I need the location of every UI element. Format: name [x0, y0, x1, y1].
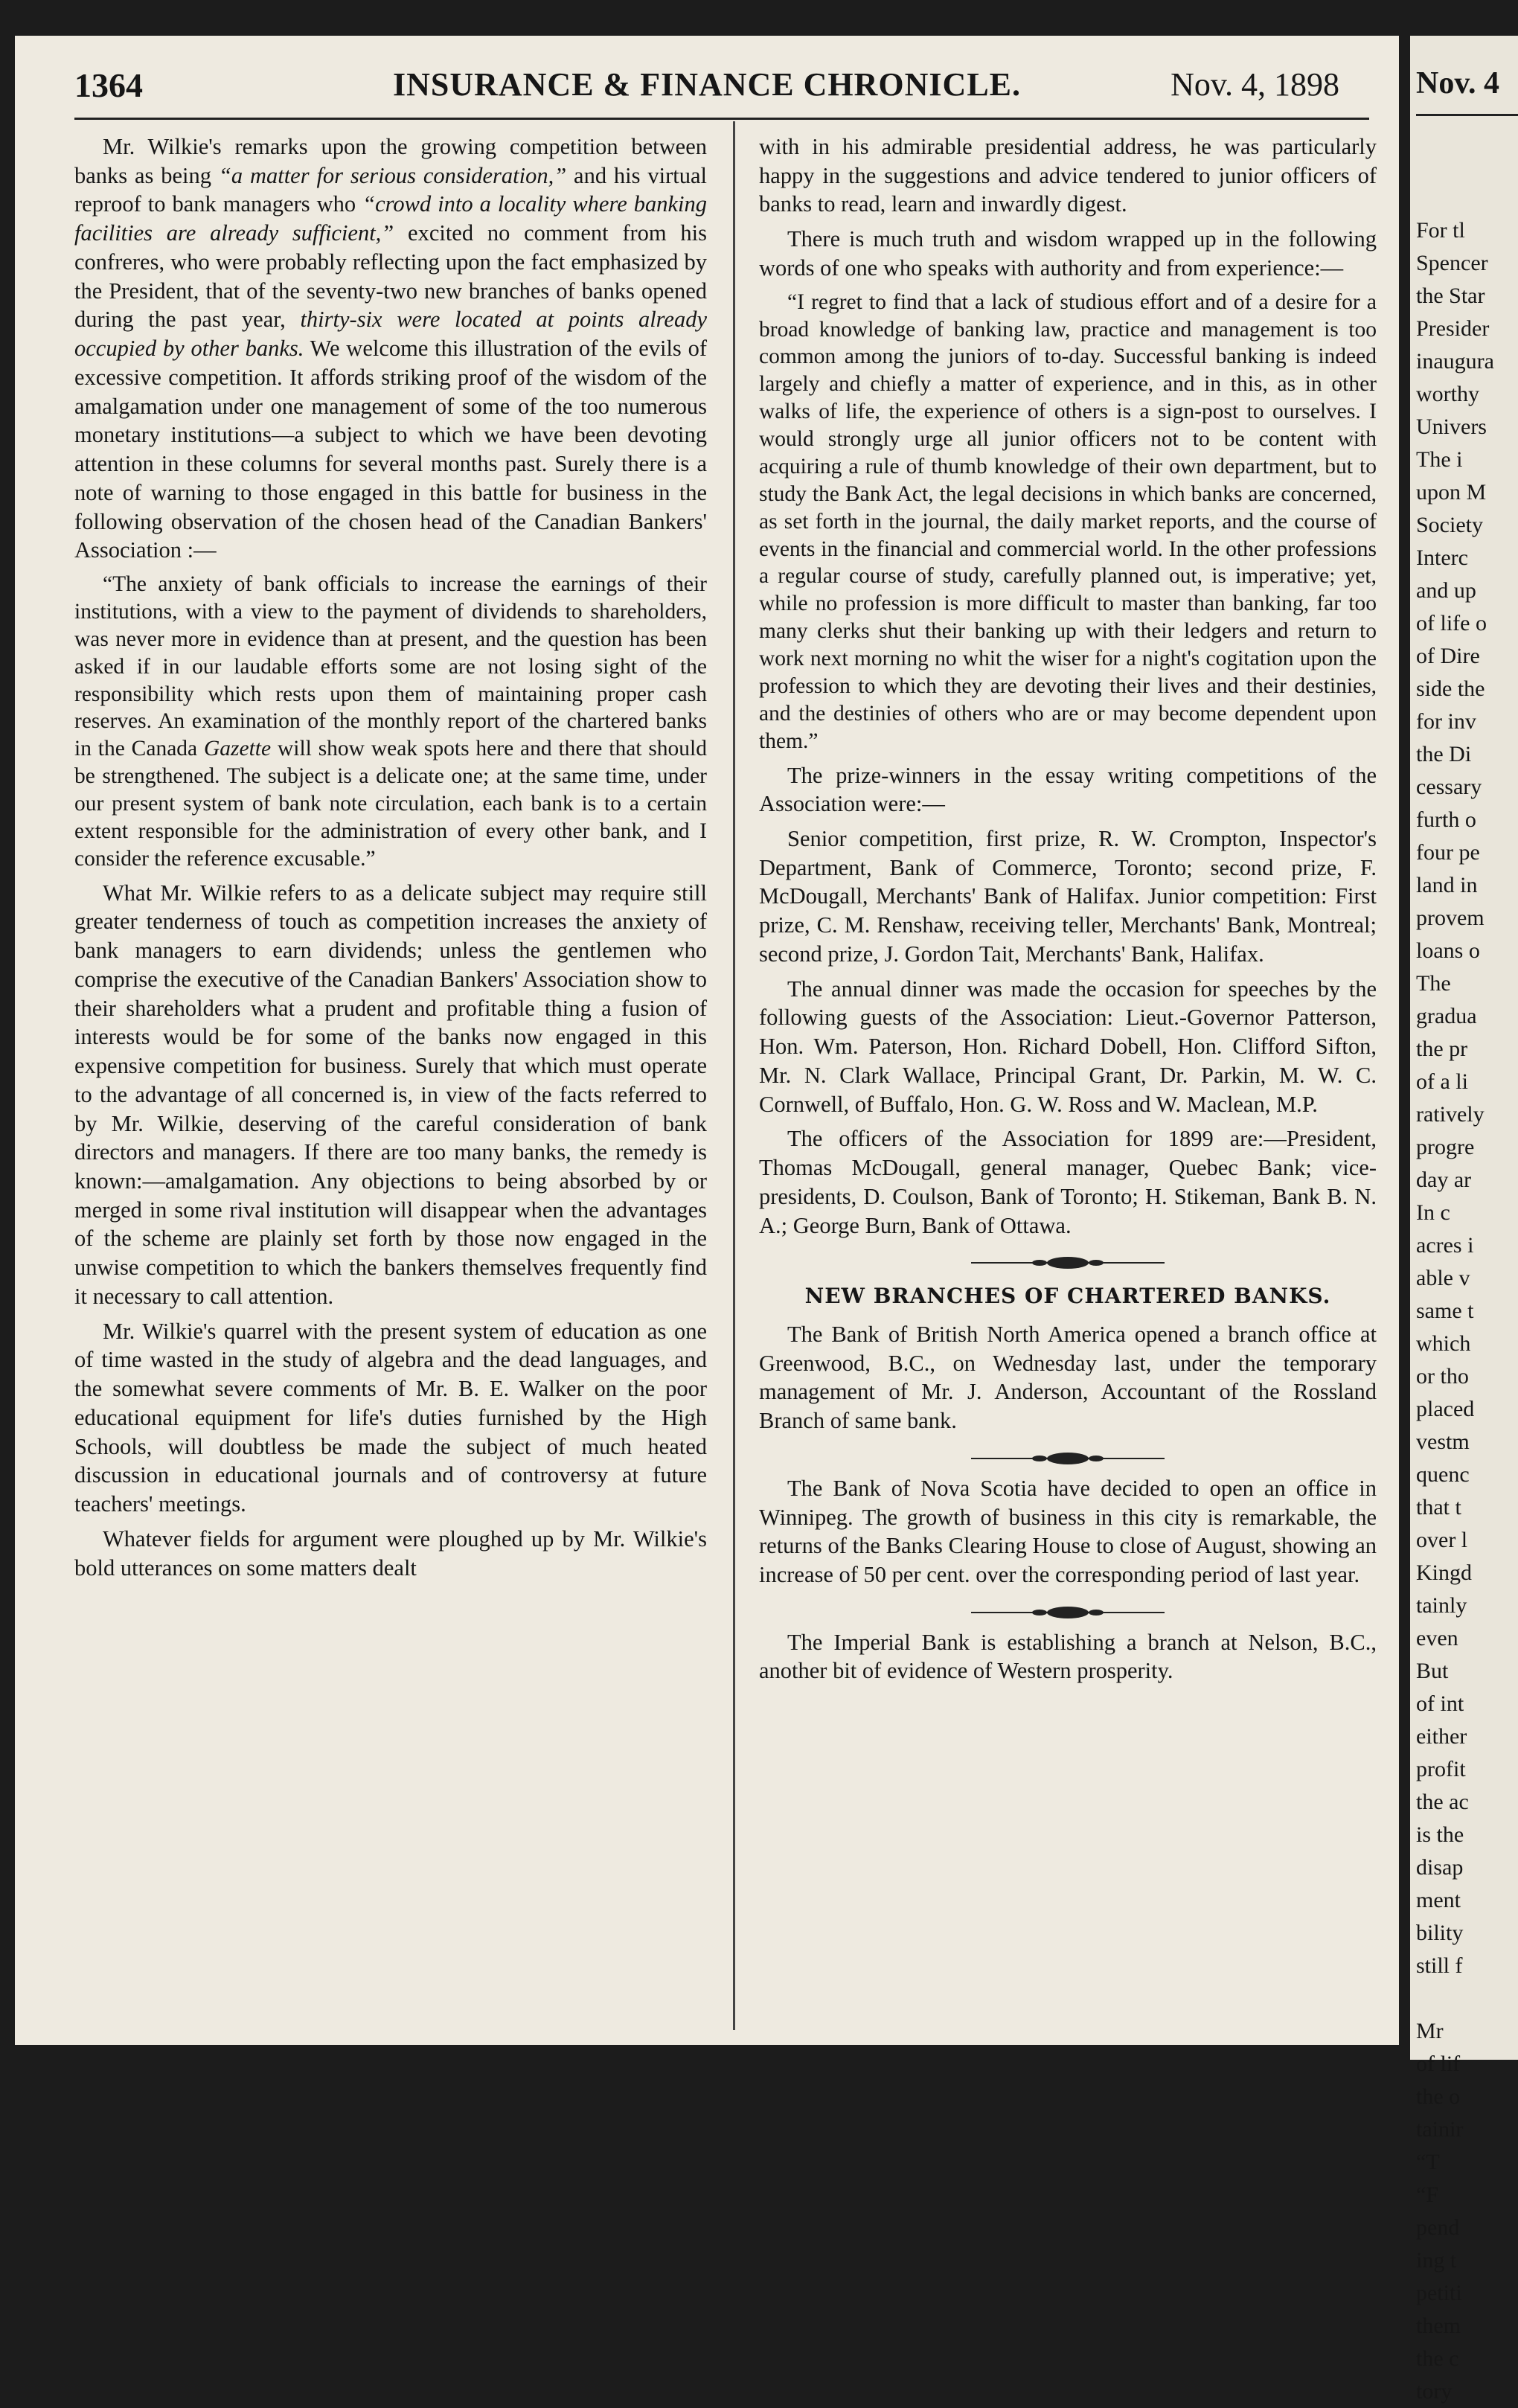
facing-page-fragment: [1410, 36, 1518, 2404]
facing-page-line: tory: [1416, 2379, 1453, 2404]
facing-page-line: “F: [1416, 2183, 1438, 2207]
facing-page-line: land in: [1416, 873, 1478, 897]
facing-page-line: pend: [1416, 2215, 1460, 2240]
article-paragraph: The prize-winners in the essay writing competitions of the Association were:—: [759, 762, 1377, 817]
section-title: NEW BRANCHES OF CHARTERED BANKS.: [804, 1284, 1331, 1309]
facing-page-line: But: [1416, 1659, 1449, 1683]
header-rule: [74, 118, 1369, 120]
facing-page-line: Presider: [1416, 316, 1490, 341]
facing-page-line: the pr: [1416, 1037, 1468, 1061]
ornamental-divider: [759, 1600, 1377, 1618]
facing-page-line: The: [1416, 971, 1451, 996]
article-paragraph: Whatever fields for argument were ploughed up by Mr. Wilkie's bold utterances on some matters dealt: [74, 1525, 707, 1581]
facing-page-line: or tho: [1416, 1364, 1469, 1389]
facing-page-line: ment: [1416, 1888, 1461, 1912]
facing-page-line: ratively: [1416, 1102, 1485, 1127]
article-paragraph: Mr. Wilkie's quarrel with the present system of education as one of time wasted in the study of algebra and the dead languages, and the somewhat severe comments of Mr. B. E. Walker on the poor educational equipment for life's duties furnished by the High Schools, will doubtless be made the subject of much heated discussion in educational journals and of controversy at future teachers' meetings.: [74, 1318, 707, 1517]
facing-page-line: For tl: [1416, 218, 1465, 243]
branch-notice: The Bank of Nova Scotia have decided to open an office in Winnipeg. The growth of business in this city is remarkable, the returns of the Banks Clearing House to close of August, showing an increase of 50 per cent. over the corresponding period of last year.: [759, 1475, 1377, 1587]
branch-notice: The Bank of British North America opened a branch office at Greenwood, B.C., on Wednesday last, under the temporary management of Mr. J. Anderson, Accountant of the Rossland Branch of same bank.: [759, 1321, 1377, 1434]
facing-page-line: over l: [1416, 1528, 1468, 1552]
facing-page-line: the Di: [1416, 742, 1472, 766]
facing-page-line: Kingd: [1416, 1560, 1472, 1585]
facing-page-line: is the: [1416, 1822, 1464, 1847]
facing-page-header: Nov. 4: [1416, 66, 1500, 100]
ornamental-divider: [759, 1250, 1377, 1268]
facing-page-line: Society: [1416, 513, 1483, 537]
facing-page-line: either: [1416, 1724, 1467, 1749]
facing-page-line: of a li: [1416, 1069, 1468, 1094]
facing-page-line: them: [1416, 2313, 1461, 2338]
facing-page-line: bility: [1416, 1921, 1464, 1945]
issue-date: Nov. 4, 1898: [1170, 66, 1339, 103]
facing-page-line: provem: [1416, 906, 1485, 930]
facing-page-line: tainly: [1416, 1593, 1467, 1618]
facing-page-line: which: [1416, 1331, 1471, 1356]
facing-page-line: inaugura: [1416, 349, 1494, 374]
facing-page-line: of lif: [1416, 2052, 1461, 2076]
facing-page-line: Interc: [1416, 545, 1468, 570]
facing-page-text: [1416, 214, 1494, 2408]
facing-page-rule: [1416, 114, 1518, 116]
page-number: 1364: [74, 66, 143, 104]
facing-page-line: quenc: [1416, 1462, 1470, 1487]
facing-page-line: furth o: [1416, 807, 1476, 832]
facing-page-line: Univers: [1416, 414, 1487, 439]
facing-page-line: upon M: [1416, 480, 1487, 505]
page-header: [15, 65, 1399, 118]
facing-page-line: loans o: [1416, 938, 1480, 963]
facing-page-line: day ar: [1416, 1168, 1472, 1192]
facing-page-line: even: [1416, 1626, 1458, 1650]
facing-page-line: side the: [1416, 676, 1485, 701]
facing-page-line: and up: [1416, 578, 1476, 603]
facing-page-line: still f: [1416, 1953, 1463, 1978]
facing-page-line: petiti: [1416, 2281, 1462, 2305]
facing-page-line: profit: [1416, 1757, 1466, 1781]
left-column: [74, 132, 707, 1588]
branch-notice: The Imperial Bank is establishing a branch at Nelson, B.C., another bit of evidence of Western prosperity.: [759, 1629, 1377, 1684]
facing-page-line: tainir: [1416, 2117, 1464, 2142]
facing-page-line: “T: [1416, 2150, 1440, 2174]
facing-page-line: gradua: [1416, 1004, 1477, 1028]
facing-page-line: In c: [1416, 1200, 1450, 1225]
quoted-paragraph: “The anxiety of bank officials to increase the earnings of their institutions, with a view to the payment of dividends to shareholders, was never more in evidence than at present, and the question has been asked if in our laudable efforts some are not losing sight of the responsibility which rests upon them of maintaining proper cash reserves. An examination of the monthly report of the chartered banks in the Canada Gazette will show weak spots here and there that should be strengthened. The subject is a delicate one; at the same time, under our present system of bank note circulation, each bank is to a certain extent responsible for the administration of every other bank, and I consider the reference excusable.”: [74, 572, 707, 871]
facing-page-line: four pe: [1416, 840, 1480, 865]
facing-page-line: same t: [1416, 1299, 1474, 1323]
facing-page-line: progre: [1416, 1135, 1475, 1159]
article-paragraph: There is much truth and wisdom wrapped up in the following words of one who speaks with authority and from experience:—: [759, 226, 1377, 281]
facing-page-line: of Dire: [1416, 644, 1480, 668]
newspaper-page: [15, 36, 1399, 2045]
facing-page-line: disap: [1416, 1855, 1464, 1880]
facing-page-line: [1416, 1982, 1494, 2015]
right-column: [759, 132, 1377, 1691]
facing-page-line: ing t: [1416, 2248, 1457, 2273]
article-paragraph: Mr. Wilkie's remarks upon the growing competition between banks as being “a matter for serious consideration,” and his virtual reproof to bank managers who “crowd into a locality where banking facilities are already sufficient,” excited no comment from his confreres, who were probably reflecting upon the fact emphasized by the President, that of the seventy-two new branches of banks opened during the past year, thirty-six were located at points already occupied by other banks. We welcome this illustration of the evils of excessive competition. It affords striking proof of the wisdom of the amalgamation under one management of some of the too numerous monetary institutions—a subject to which we have been devoting attention in these columns for several months past. Surely there is a note of warning to those engaged in this battle for business in the following observation of the chosen head of the Canadian Bankers' Association :—: [74, 134, 708, 563]
facing-page-line: able v: [1416, 1266, 1470, 1290]
journal-title: INSURANCE & FINANCE CHRONICLE.: [392, 66, 1022, 103]
article-paragraph: What Mr. Wilkie refers to as a delicate subject may require still greater tenderness of touch as competition increases the anxiety of bank managers to earn dividends; unless the gentlemen who comprise the executive of the Canadian Bankers' Association show to their shareholders what a prudent and profitable thing a fusion of interests would be for some of the banks now engaged in this expensive competition for business. Surely that which must operate to the advantage of all concerned is, in view of the facts referred to by Mr. Wilkie, deserving of the careful consideration of bank directors and managers. If there are too many banks, the remedy is known:—amalgamation. Any objections to being absorbed by or merged in some rival institution will disappear when the advantages of the scheme are plainly set forth by those now engaged in the unwise competition to which the bankers themselves frequently find it necessary to call attention.: [74, 880, 707, 1309]
facing-page-line: the ac: [1416, 1790, 1469, 1814]
facing-page-line: The i: [1416, 447, 1463, 472]
facing-page-line: worthy: [1416, 382, 1479, 406]
article-paragraph: Senior competition, first prize, R. W. Crompton, Inspector's Department, Bank of Commerce, Toronto; second prize, F. McDougall, Merchants' Bank of Halifax. Junior competition: First prize, C. M. Renshaw, receiving teller, Merchants' Bank, Montreal; second prize, J. Gordon Tait, Merchants' Bank, Halifax.: [759, 826, 1377, 967]
facing-page-line: of int: [1416, 1691, 1464, 1716]
facing-page-line: for inv: [1416, 709, 1476, 734]
facing-page-line: Mr: [1416, 2019, 1444, 2043]
facing-page-line: of life o: [1416, 611, 1487, 635]
facing-page-line: the o: [1416, 2084, 1461, 2109]
facing-page-line: that t: [1416, 1495, 1461, 1520]
facing-page-line: placed: [1416, 1397, 1475, 1421]
article-paragraph: The annual dinner was made the occasion for speeches by the following guests of the Association: Lieut.-Governor Patterson, Hon. Wm. Paterson, Hon. Richard Dobell, Hon. Clifford Sifton, Mr. N. Clark Wallace, Principal Grant, Dr. Parkin, M. W. C. Cornwell, of Buffalo, Hon. G. W. Ross and W. Maclean, M.P.: [759, 976, 1377, 1117]
facing-page-line: the Star: [1416, 284, 1485, 308]
facing-page-line: vestm: [1416, 1429, 1470, 1454]
ornamental-divider: [759, 1446, 1377, 1464]
facing-page-line: Spencer: [1416, 251, 1488, 275]
facing-page-line: cessary: [1416, 775, 1482, 799]
article-paragraph: The officers of the Association for 1899 are:—President, Thomas McDougall, general manager, Quebec Bank; vice-presidents, D. Coulson, Bank of Toronto; H. Stikeman, Bank B. N. A.; George Burn, Bank of Ottawa.: [759, 1126, 1377, 1238]
facing-page-line: the c: [1416, 2346, 1459, 2371]
column-divider: [733, 121, 735, 2030]
quoted-paragraph: “I regret to find that a lack of studious effort and of a desire for a broad knowledge of banking law, practice and management is too common among the juniors of to-day. Successful banking is indeed largely and chiefly a matter of experience, and in this, as in other walks of life, the experience of others is a sign-post to ourselves. I would strongly urge all junior officers not to be content with acquiring a rule of thumb knowledge of their own department, but to study the Bank Act, the legal decisions in which banks are concerned, as set forth in the journal, the daily market reports, and the course of events in the financial and commercial world. In the other professions a regular course of study, carefully planned out, is imperative; yet, while no profession is more difficult to master than banking, far too many clerks shut their banking up with their ledgers and return to work next morning no whit the wiser for a night's cogitation upon the profession to which they are devoting their lives and their destinies, and the destinies of others who are or may become dependent upon them.”: [759, 289, 1377, 753]
facing-page-line: acres i: [1416, 1233, 1474, 1258]
article-paragraph: with in his admirable presidential address, he was particularly happy in the suggestions and advice tendered to junior officers of banks to read, learn and inwardly digest.: [759, 134, 1377, 217]
